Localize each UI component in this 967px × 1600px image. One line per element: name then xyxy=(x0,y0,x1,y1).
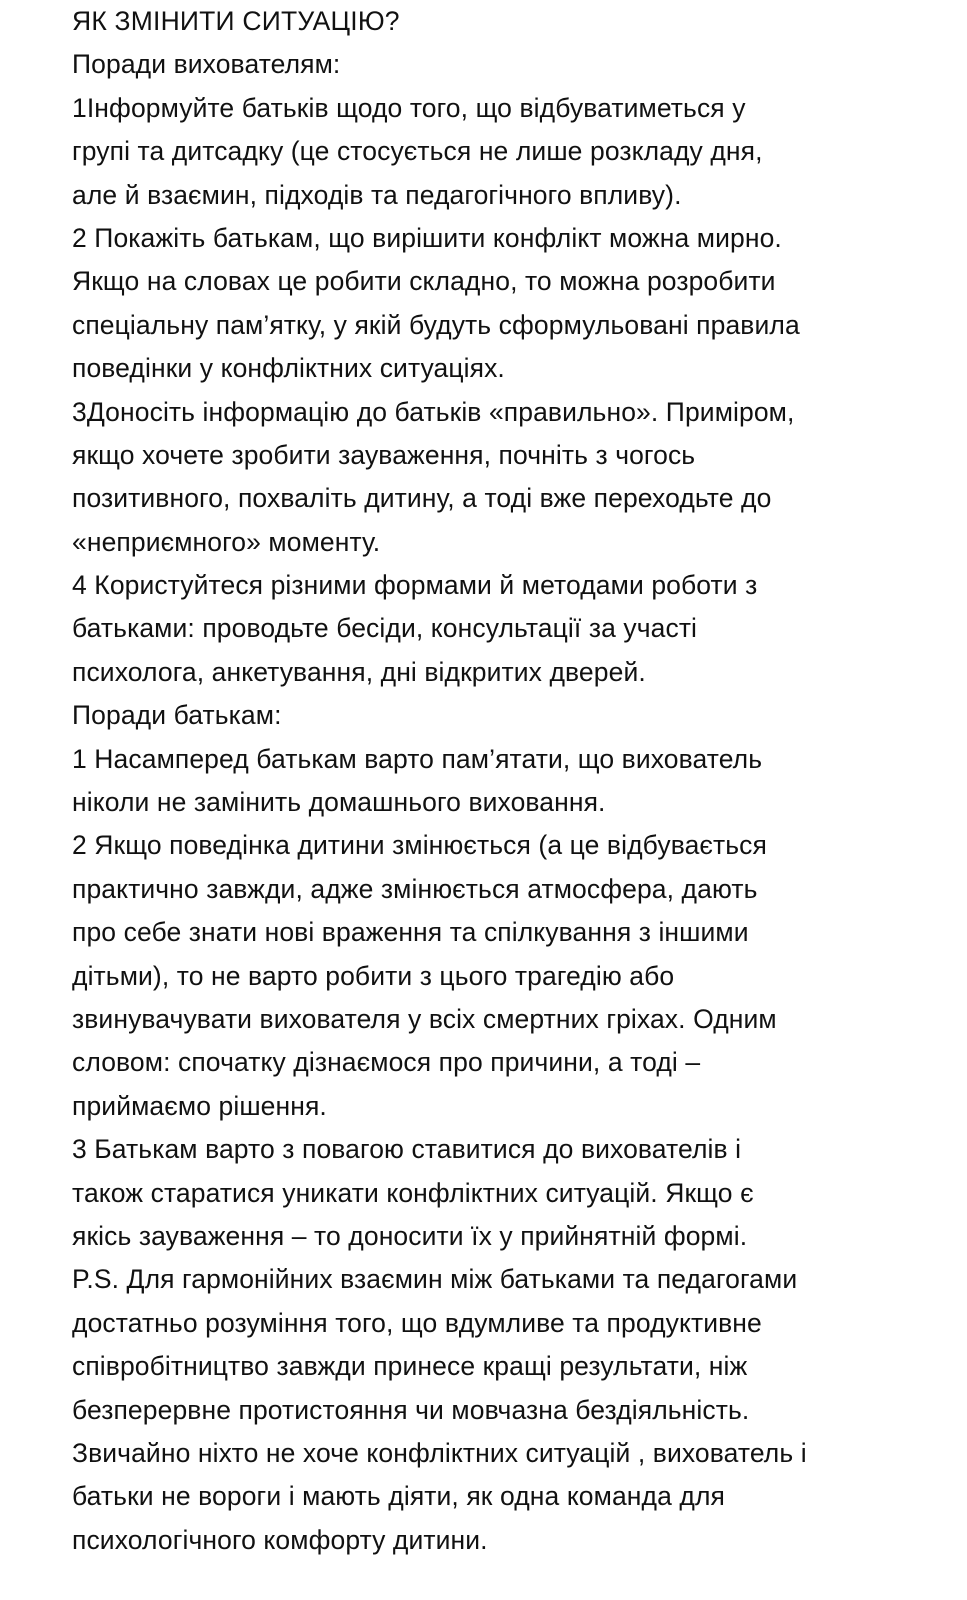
text-line: 2 Якщо поведінка дитини змінюється (а це відбувається xyxy=(72,830,767,861)
document-body xyxy=(72,0,952,1562)
text-line: Якщо на словах це робити складно, то можна розробити xyxy=(72,266,776,297)
text-line: 3 Батькам варто з повагою ставитися до вихователів і xyxy=(72,1134,742,1165)
text-line: дітьми), то не варто робити з цього трагедію або xyxy=(72,960,675,991)
text-line: 2 Покажіть батькам, що вирішити конфлікт можна мирно. xyxy=(72,222,782,253)
text-line: батьками: проводьте бесіди, консультації за участі xyxy=(72,613,698,644)
text-line: словом: спочатку дізнаємося про причини, а тоді – xyxy=(72,1047,701,1078)
text-line: психолога, анкетування, дні відкритих дверей. xyxy=(72,656,646,687)
text-line: достатньо розуміння того, що вдумливе та продуктивне xyxy=(72,1307,762,1338)
text-line: психологічного комфорту дитини. xyxy=(72,1524,488,1555)
text-line: позитивного, похваліть дитину, а тоді вже переходьте до xyxy=(72,483,772,514)
text-line: також старатися уникати конфліктних ситуацій. Якщо є xyxy=(72,1177,754,1208)
text-line: безперервне протистояння чи мовчазна бездіяльність. xyxy=(72,1394,750,1425)
section-heading-educators: Поради вихователям: xyxy=(72,49,341,80)
text-line: якісь зауваження – то доносити їх у прийнятній формі. xyxy=(72,1220,748,1251)
text-line: але й взаємин, підходів та педагогічного впливу). xyxy=(72,179,682,210)
section-heading-parents: Поради батькам: xyxy=(72,700,282,731)
text-line: співробітництво завжди принесе кращі результати, ніж xyxy=(72,1351,748,1382)
text-line: 3Доносіть інформацію до батьків «правильно». Приміром, xyxy=(72,396,795,427)
text-line: батьки не вороги і мають діяти, як одна команда для xyxy=(72,1481,725,1512)
text-line: Звичайно ніхто не хоче конфліктних ситуацій , вихователь і xyxy=(72,1437,807,1468)
text-line: приймаємо рішення. xyxy=(72,1090,327,1121)
text-line: P.S. Для гармонійних взаємин між батьками та педагогами xyxy=(72,1264,798,1295)
text-line: поведінки у конфліктних ситуаціях. xyxy=(72,353,505,384)
text-line: 1Інформуйте батьків щодо того, що відбуватиметься у xyxy=(72,92,746,123)
text-line: практично завжди, адже змінюється атмосфера, дають xyxy=(72,873,758,904)
text-line: звинувачувати вихователя у всіх смертних гріхах. Одним xyxy=(72,1003,777,1034)
text-line: спеціальну пам’ятку, у якій будуть сформульовані правила xyxy=(72,309,800,340)
text-line: ніколи не замінить домашнього виховання. xyxy=(72,787,606,818)
text-line: 4 Користуйтеся різними формами й методами роботи з xyxy=(72,570,758,601)
text-line: «неприємного» моменту. xyxy=(72,526,381,557)
document-title: ЯК ЗМІНИТИ СИТУАЦІЮ? xyxy=(72,6,400,36)
text-line: групі та дитсадку (це стосується не лише розкладу дня, xyxy=(72,136,763,167)
text-line: якщо хочете зробити зауваження, почніть з чогось xyxy=(72,439,696,470)
text-line: 1 Насамперед батькам варто пам’ятати, що вихователь xyxy=(72,743,763,774)
text-line: про себе знати нові враження та спілкування з іншими xyxy=(72,917,749,948)
